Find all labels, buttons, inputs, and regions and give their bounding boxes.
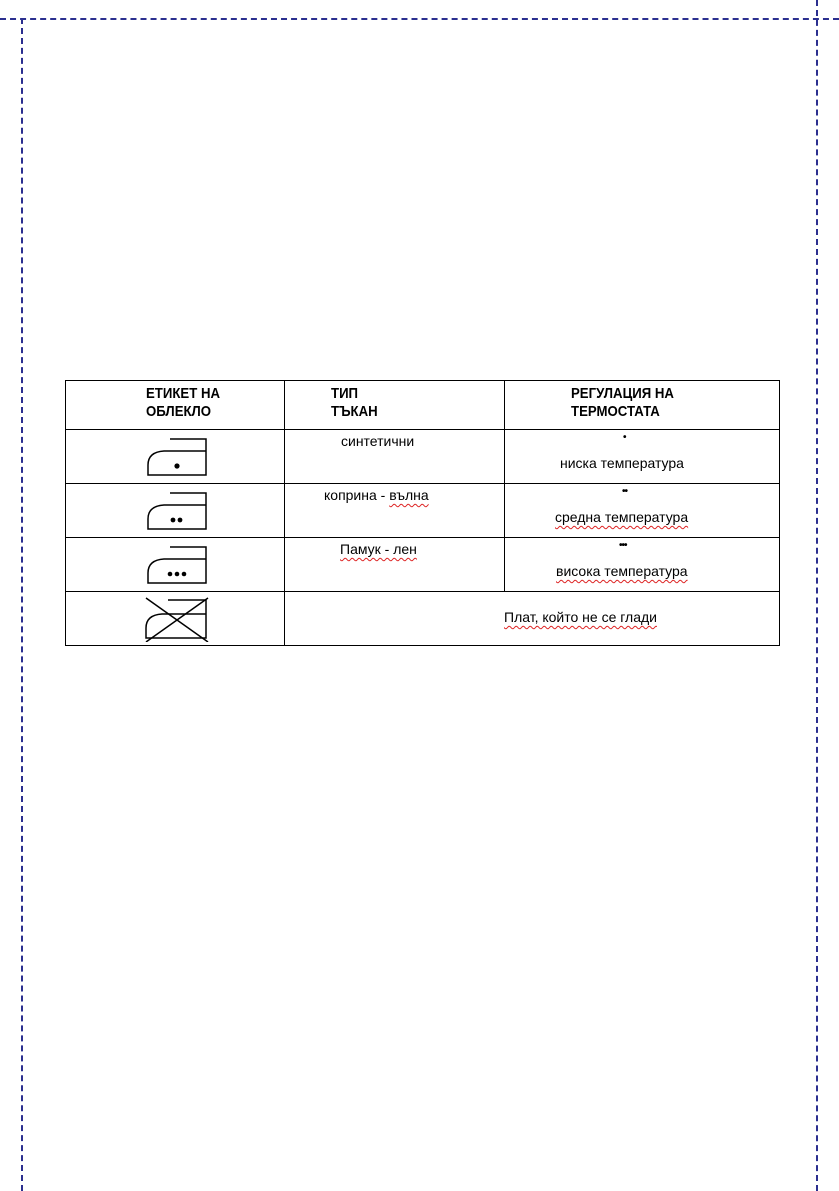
cut-line-top bbox=[0, 18, 839, 20]
iron-two-dots-icon bbox=[146, 489, 208, 531]
label-cell bbox=[66, 592, 285, 646]
fabric-type: синтетични bbox=[341, 433, 415, 449]
header-label-cell bbox=[66, 381, 285, 430]
thermostat-dots: • bbox=[623, 432, 626, 443]
header-label: ЕТИКЕТ НА ОБЛЕКЛО bbox=[146, 385, 221, 420]
no-iron-note: Плат, който не се глади bbox=[504, 609, 657, 625]
thermostat-setting: висока температура bbox=[556, 563, 688, 579]
header-thermostat: РЕГУЛАЦИЯ НА ТЕРМОСТАТА bbox=[571, 385, 674, 420]
thermostat-cell bbox=[505, 430, 780, 484]
header-thermostat-cell bbox=[505, 381, 780, 430]
fabric-cell bbox=[285, 484, 505, 538]
header-fabric: ТИП ТЪКАН bbox=[331, 385, 378, 420]
thermostat-cell bbox=[505, 538, 780, 592]
table-header-row bbox=[66, 381, 780, 430]
cut-line-right bbox=[816, 0, 818, 1191]
label-cell bbox=[66, 430, 285, 484]
thermostat-setting: средна температура bbox=[555, 509, 689, 525]
fabric-type: Памук - лен bbox=[340, 541, 417, 557]
cut-line-left bbox=[21, 18, 23, 1191]
thermostat-dots: •• bbox=[622, 486, 628, 497]
fabric-type: коприна - вълна bbox=[324, 487, 429, 503]
label-cell bbox=[66, 484, 285, 538]
iron-three-dots-icon bbox=[146, 543, 208, 585]
fabric-cell bbox=[285, 538, 505, 592]
header-fabric-cell bbox=[285, 381, 505, 430]
table-row bbox=[66, 430, 780, 484]
no-iron-note-cell bbox=[285, 592, 780, 646]
table-row bbox=[66, 592, 780, 646]
fabric-cell bbox=[285, 430, 505, 484]
table-row bbox=[66, 484, 780, 538]
thermostat-cell bbox=[505, 484, 780, 538]
thermostat-setting: ниска температура bbox=[560, 455, 684, 471]
ironing-guide-table bbox=[65, 380, 780, 646]
thermostat-dots: ••• bbox=[619, 540, 627, 551]
table-row bbox=[66, 538, 780, 592]
iron-one-dot-icon bbox=[146, 435, 208, 477]
label-cell bbox=[66, 538, 285, 592]
iron-crossed-icon bbox=[144, 596, 210, 642]
